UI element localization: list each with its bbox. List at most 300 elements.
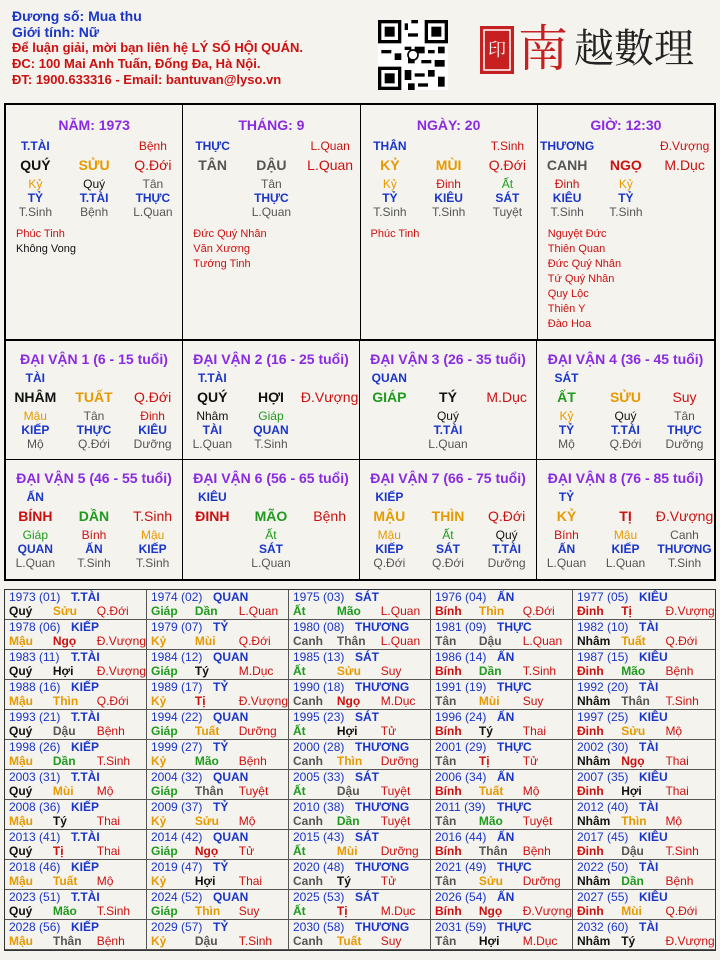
year-label: 2006 (34) (435, 770, 487, 784)
pillar-can-chi (183, 157, 359, 173)
year-cell (573, 620, 715, 650)
year-shen: QUAN (213, 890, 249, 904)
year-can: Giáp (151, 784, 178, 798)
year-state: Đ.Vượng (96, 664, 147, 678)
year-label: 1998 (26) (9, 740, 61, 754)
pillar-can-chi-cell: L.Quan (307, 157, 354, 173)
year-line1 (147, 800, 288, 814)
dai-van-thap-cell (360, 423, 418, 437)
dai-van-thap (183, 423, 359, 437)
dai-van-tang (360, 409, 536, 423)
year-line1 (147, 920, 288, 934)
pillar-state-cell (656, 205, 714, 219)
year-shen: TỶ (213, 860, 229, 874)
year-shen: KIẾP (71, 740, 100, 754)
dai-van-shen-cell (301, 490, 359, 504)
dai-van-can-chi (183, 389, 359, 405)
dai-van-shen-cell: KIẾP (375, 490, 404, 504)
year-line2 (431, 604, 572, 618)
year-line2 (5, 934, 146, 948)
year-shen: KIÊU (639, 650, 668, 664)
year-chi: Tị (478, 754, 490, 768)
svg-text:印: 印 (488, 40, 506, 61)
dai-van-thap-cell: T.TÀI (611, 423, 640, 437)
dai-van-can-chi-cell: ĐINH (195, 508, 230, 524)
year-can: Tân (435, 634, 457, 648)
dai-van-can-chi (360, 389, 536, 405)
dai-van-thap (6, 423, 182, 437)
year-line2 (5, 694, 146, 708)
year-cell (431, 800, 573, 830)
year-line1 (573, 590, 715, 604)
year-line2 (289, 694, 430, 708)
year-can: Quý (9, 724, 33, 738)
year-line2 (289, 934, 430, 948)
year-state: Bệnh (665, 874, 694, 888)
year-line2 (431, 724, 572, 738)
year-line2 (289, 754, 430, 768)
dai-van-cell (183, 341, 360, 460)
year-can: Canh (293, 814, 323, 828)
year-state: M.Dục (522, 934, 558, 948)
pillar-can-chi-cell: TÂN (198, 157, 228, 173)
year-cell (573, 740, 715, 770)
year-state: Suy (522, 694, 544, 708)
logo-nam-viet-so-ly (478, 10, 708, 82)
year-label: 2029 (57) (151, 920, 203, 934)
dai-van-can-chi-cell: TUẤT (75, 389, 113, 405)
pillar-thap-cell: THỰC (254, 191, 289, 205)
year-line2 (573, 844, 715, 858)
star-item: Không Vong (16, 243, 76, 255)
year-chi: Mão (194, 754, 219, 768)
year-state: L.Quan (380, 634, 421, 648)
year-can: Bính (435, 724, 462, 738)
year-chi: Thân (336, 634, 366, 648)
dai-van-shen-cell (124, 371, 182, 385)
year-chi: Thân (194, 784, 224, 798)
year-shen: T.TÀI (71, 710, 100, 724)
year-line2 (431, 874, 572, 888)
four-pillars-table (4, 103, 716, 341)
year-cell (147, 860, 289, 890)
year-cell (147, 650, 289, 680)
year-line2 (573, 694, 715, 708)
pillar-top-cell (597, 139, 655, 153)
pillar-thap (183, 191, 359, 205)
year-line1 (147, 650, 288, 664)
dai-van-thap-cell: QUAN (253, 423, 289, 437)
dai-van-thap-cell: KIẾP (611, 542, 640, 556)
dai-van-can-chi (6, 508, 182, 524)
pillar-tang (6, 177, 182, 191)
year-cell (147, 800, 289, 830)
year-label: 1974 (02) (151, 590, 203, 604)
year-shen: TÀI (639, 620, 659, 634)
year-shen: TÀI (639, 920, 659, 934)
year-line1 (573, 650, 715, 664)
pillar-state-cell: T.Sinh (550, 205, 584, 219)
year-line2 (289, 604, 430, 618)
year-label: 2014 (42) (151, 830, 203, 844)
year-can: Đinh (577, 844, 604, 858)
dai-van-shen (537, 490, 714, 504)
dai-van-shen-cell (124, 490, 182, 504)
year-line1 (147, 590, 288, 604)
year-shen: TỶ (213, 620, 229, 634)
year-line2 (573, 934, 715, 948)
year-shen: KIẾP (71, 800, 100, 814)
dai-van-can-chi (537, 389, 714, 405)
dai-van-can-chi-cell: ẤT (557, 389, 576, 405)
pillar-can-chi-cell: M.Dục (664, 157, 705, 173)
annual-luck-table (4, 589, 716, 951)
dai-van-shen-cell (242, 371, 300, 385)
year-cell (5, 830, 147, 860)
year-shen: KIÊU (639, 770, 668, 784)
pillar-title: NĂM: 1973 (58, 117, 130, 133)
year-can: Tân (435, 814, 457, 828)
dai-van-can-chi-cell: NHÂM (14, 389, 57, 405)
year-line2 (5, 634, 146, 648)
year-cell (431, 830, 573, 860)
year-can: Đinh (577, 604, 604, 618)
year-line2 (289, 724, 430, 738)
pillar-top (183, 139, 359, 153)
year-chi: Sửu (336, 664, 361, 678)
year-label: 1991 (19) (435, 680, 487, 694)
pillar-can-chi (361, 157, 537, 173)
year-line1 (147, 890, 288, 904)
pillar-tang-cell: Kỷ (28, 177, 43, 191)
year-label: 1981 (09) (435, 620, 487, 634)
pillar-state (538, 205, 714, 219)
year-can: Bính (435, 904, 462, 918)
dai-van-shen-cell: T.TÀI (197, 371, 227, 385)
year-shen: THƯƠNG (355, 680, 410, 694)
dai-van-shen-cell (419, 490, 477, 504)
pillar-can-chi-cell: QUÝ (20, 157, 51, 173)
year-state: T.Sinh (665, 844, 699, 858)
dai-van-shen (6, 371, 182, 385)
dai-van-can-chi-cell: MÃO (254, 508, 288, 524)
pillar-tang (183, 177, 359, 191)
dai-van-can-chi (183, 508, 359, 524)
year-cell (431, 920, 573, 950)
year-can: Giáp (151, 604, 178, 618)
pillar-stars (538, 227, 714, 332)
year-line1 (573, 830, 715, 844)
year-cell (573, 830, 715, 860)
dai-van-state-cell: T.Sinh (135, 556, 170, 570)
year-state: Thai (522, 724, 547, 738)
dai-van-state-cell: L.Quan (15, 556, 55, 570)
year-cell (573, 860, 715, 890)
year-label: 2008 (36) (9, 800, 61, 814)
dai-van-thap-cell (478, 423, 536, 437)
year-chi: Tuất (194, 724, 220, 738)
year-line2 (289, 814, 430, 828)
year-shen: T.TÀI (71, 650, 100, 664)
year-line1 (431, 740, 572, 754)
dai-van-tang-cell: Giáp (258, 409, 284, 423)
year-cell (431, 740, 573, 770)
year-can: Đinh (577, 784, 604, 798)
year-shen: ẤN (497, 710, 515, 724)
year-chi: Ngọ (52, 634, 77, 648)
dai-van-tang-cell (183, 528, 241, 542)
dai-van-tang-cell: Mậu (377, 528, 401, 542)
star-item: Nguyệt Đức (547, 228, 607, 240)
year-cell (431, 890, 573, 920)
pillar-tang-cell (656, 177, 714, 191)
year-can: Quý (9, 844, 33, 858)
dai-van-state-cell: Dưỡng (487, 556, 526, 570)
year-cell (147, 680, 289, 710)
star-item: Thiên Quan (547, 243, 606, 255)
year-can: Tân (435, 934, 457, 948)
phone-email-line: ĐT: 1900.633316 - Email: bantuvan@lyso.vn (12, 72, 282, 87)
dai-van-shen (537, 371, 714, 385)
year-can: Tân (435, 754, 457, 768)
year-line1 (289, 740, 430, 754)
year-cell (289, 890, 431, 920)
year-shen: TÀI (639, 740, 659, 754)
dai-van-tang (537, 528, 714, 542)
pillar-tang (361, 177, 537, 191)
year-chi: Hợi (194, 874, 216, 888)
star-item: Đức Quý Nhân (547, 258, 622, 270)
dai-van-state-cell: Mộ (26, 437, 44, 451)
pillar-column (6, 105, 183, 339)
year-chi: Tý (336, 874, 351, 888)
gender: Giới tính: Nữ (12, 24, 99, 40)
year-can: Canh (293, 754, 323, 768)
year-shen: SÁT (355, 710, 379, 724)
year-can: Ất (293, 904, 306, 918)
pillar-thap-cell (184, 191, 242, 205)
dai-van-can-chi-cell: HỢI (258, 389, 284, 405)
year-label: 2018 (46) (9, 860, 61, 874)
year-can: Nhâm (577, 694, 611, 708)
year-chi: Dần (194, 604, 218, 618)
year-label: 2024 (52) (151, 890, 203, 904)
year-label: 2003 (31) (9, 770, 61, 784)
year-can: Canh (293, 634, 323, 648)
year-cell (289, 590, 431, 620)
dai-van-tang-cell: Mậu (613, 528, 638, 542)
dai-van-can-chi-cell: TỊ (619, 508, 632, 524)
dai-van-state-cell: T.Sinh (254, 437, 288, 451)
dai-van-shen-cell: ẤN (26, 490, 44, 504)
year-line2 (5, 784, 146, 798)
year-line1 (5, 890, 146, 904)
year-can: Ất (293, 664, 306, 678)
year-chi: Dậu (336, 784, 360, 798)
year-state: T.Sinh (96, 754, 131, 768)
year-line2 (573, 634, 715, 648)
year-line2 (573, 784, 715, 798)
dai-van-can-chi-cell: Suy (672, 389, 697, 405)
dai-van-can-chi-cell: TÝ (439, 389, 457, 405)
year-can: Nhâm (577, 814, 611, 828)
year-state: Bệnh (96, 724, 125, 738)
year-state: Tuyệt (380, 784, 411, 798)
year-chi: Mão (52, 904, 77, 918)
dai-van-can-chi-cell: Bệnh (313, 508, 346, 524)
year-state: Tử (380, 874, 397, 888)
year-chi: Thìn (478, 604, 505, 618)
pillar-column (361, 105, 538, 339)
year-line1 (289, 890, 430, 904)
dai-van-shen-cell (242, 490, 300, 504)
year-state: Mộ (96, 784, 114, 798)
year-line2 (147, 754, 288, 768)
pillar-tang-cell: Tân (261, 177, 282, 191)
dai-van-tang-cell (478, 409, 536, 423)
year-line2 (431, 814, 572, 828)
year-label: 1990 (18) (293, 680, 345, 694)
year-can: Nhâm (577, 634, 611, 648)
year-line1 (573, 770, 715, 784)
year-state: Mộ (665, 724, 683, 738)
dai-van-thap-cell: KIÊU (138, 423, 167, 437)
year-can: Tân (435, 874, 457, 888)
year-shen: TỶ (213, 800, 229, 814)
year-line1 (5, 770, 146, 784)
year-chi: Dần (621, 874, 644, 888)
year-cell (5, 890, 147, 920)
year-shen: THƯƠNG (355, 860, 410, 874)
year-state: T.Sinh (238, 934, 273, 948)
year-chi: Hợi (478, 934, 500, 948)
year-line1 (5, 920, 146, 934)
pillar-state-cell: Bệnh (80, 205, 109, 219)
year-shen: THƯƠNG (355, 740, 410, 754)
year-shen: TỶ (213, 920, 229, 934)
dai-van-state-cell: L.Quan (428, 437, 468, 451)
year-chi: Sửu (621, 724, 646, 738)
dai-van-shen-cell: TÀI (25, 371, 45, 385)
year-cell (431, 680, 573, 710)
year-line2 (573, 904, 715, 918)
pillar-can-chi-cell: SỬU (78, 157, 110, 173)
pillar-tang-cell: Tân (142, 177, 164, 191)
dai-van-tang-cell: Canh (670, 528, 699, 542)
year-label: 2011 (39) (435, 800, 486, 814)
year-line2 (5, 814, 146, 828)
pillar-top (361, 139, 537, 153)
year-cell (147, 590, 289, 620)
year-line1 (5, 710, 146, 724)
pillar-tang-cell: Đinh (436, 177, 461, 191)
pillar-state-cell (301, 205, 359, 219)
year-label: 1997 (25) (577, 710, 629, 724)
year-cell (147, 890, 289, 920)
pillar-state-cell: T.Sinh (373, 205, 407, 219)
year-label: 2017 (45) (577, 830, 629, 844)
year-can: Giáp (151, 664, 178, 678)
dai-van-state (6, 556, 182, 570)
year-line2 (573, 874, 715, 888)
year-chi: Dần (478, 664, 502, 678)
year-chi: Dần (336, 814, 360, 828)
year-chi: Thân (478, 844, 508, 858)
dai-van-shen-cell (478, 371, 536, 385)
year-line1 (289, 800, 430, 814)
pillar-can-chi-cell: KỶ (380, 157, 400, 173)
year-line2 (573, 814, 715, 828)
year-can: Kỷ (151, 814, 167, 828)
dai-van-state (183, 437, 359, 451)
year-state: Mộ (238, 814, 256, 828)
year-can: Quý (9, 664, 33, 678)
dai-van-thap-cell: KIẾP (138, 542, 167, 556)
year-line2 (5, 844, 146, 858)
dai-van-tang (6, 528, 182, 542)
year-chi: Tị (52, 844, 64, 858)
year-can: Ất (293, 784, 306, 798)
dai-van-state-cell (360, 437, 418, 451)
year-shen: T.TÀI (71, 830, 100, 844)
year-label: 2030 (58) (293, 920, 345, 934)
dai-van-tang-cell: Nhâm (196, 409, 229, 423)
dai-van-thap-cell: KIẾP (21, 423, 50, 437)
pillar-tang-cell: Kỷ (618, 177, 633, 191)
pillar-tang-cell: Kỷ (382, 177, 397, 191)
year-can: Kỷ (151, 934, 167, 948)
star-item: Phúc Tinh (16, 228, 65, 240)
header-info (12, 8, 303, 88)
star-item: Đức Quý Nhân (193, 228, 267, 240)
star-item: Quy Lộc (547, 288, 589, 300)
year-line2 (289, 904, 430, 918)
dai-van-can-chi (360, 508, 536, 524)
year-chi: Tuất (336, 934, 362, 948)
year-cell (573, 710, 715, 740)
year-state: Thai (96, 844, 121, 858)
dai-van-thap-cell: THỰC (76, 423, 112, 437)
year-shen: KIÊU (639, 710, 668, 724)
dai-van-state-cell: Dưỡng (133, 437, 172, 451)
year-chi: Tý (621, 934, 636, 948)
year-cell (573, 680, 715, 710)
year-line2 (147, 904, 288, 918)
year-cell (431, 710, 573, 740)
year-line2 (5, 874, 146, 888)
pillar-can-chi-cell: Q.Đới (488, 157, 526, 173)
year-shen: KIẾP (71, 860, 100, 874)
dai-van-state-cell (301, 437, 359, 451)
pillar-thap (6, 191, 182, 205)
dai-van-can-chi-cell: Q.Đới (134, 389, 172, 405)
year-state: Dưỡng (522, 874, 561, 888)
pillar-title: NGÀY: 20 (416, 117, 481, 133)
year-shen: KIÊU (639, 590, 668, 604)
year-chi: Tị (336, 904, 348, 918)
year-can: Kỷ (151, 694, 167, 708)
year-can: Mậu (9, 814, 33, 828)
year-cell (5, 680, 147, 710)
year-shen: THỰC (497, 800, 532, 814)
year-shen: KIẾP (71, 680, 100, 694)
dai-van-shen-cell (596, 371, 654, 385)
pillar-tang-cell: Quý (83, 177, 106, 191)
year-line2 (573, 604, 715, 618)
dai-van-title: ĐẠI VẬN 4 (36 - 45 tuổi) (547, 351, 704, 367)
year-can: Nhâm (577, 754, 611, 768)
dai-van-tang-cell: Ất (265, 528, 277, 542)
